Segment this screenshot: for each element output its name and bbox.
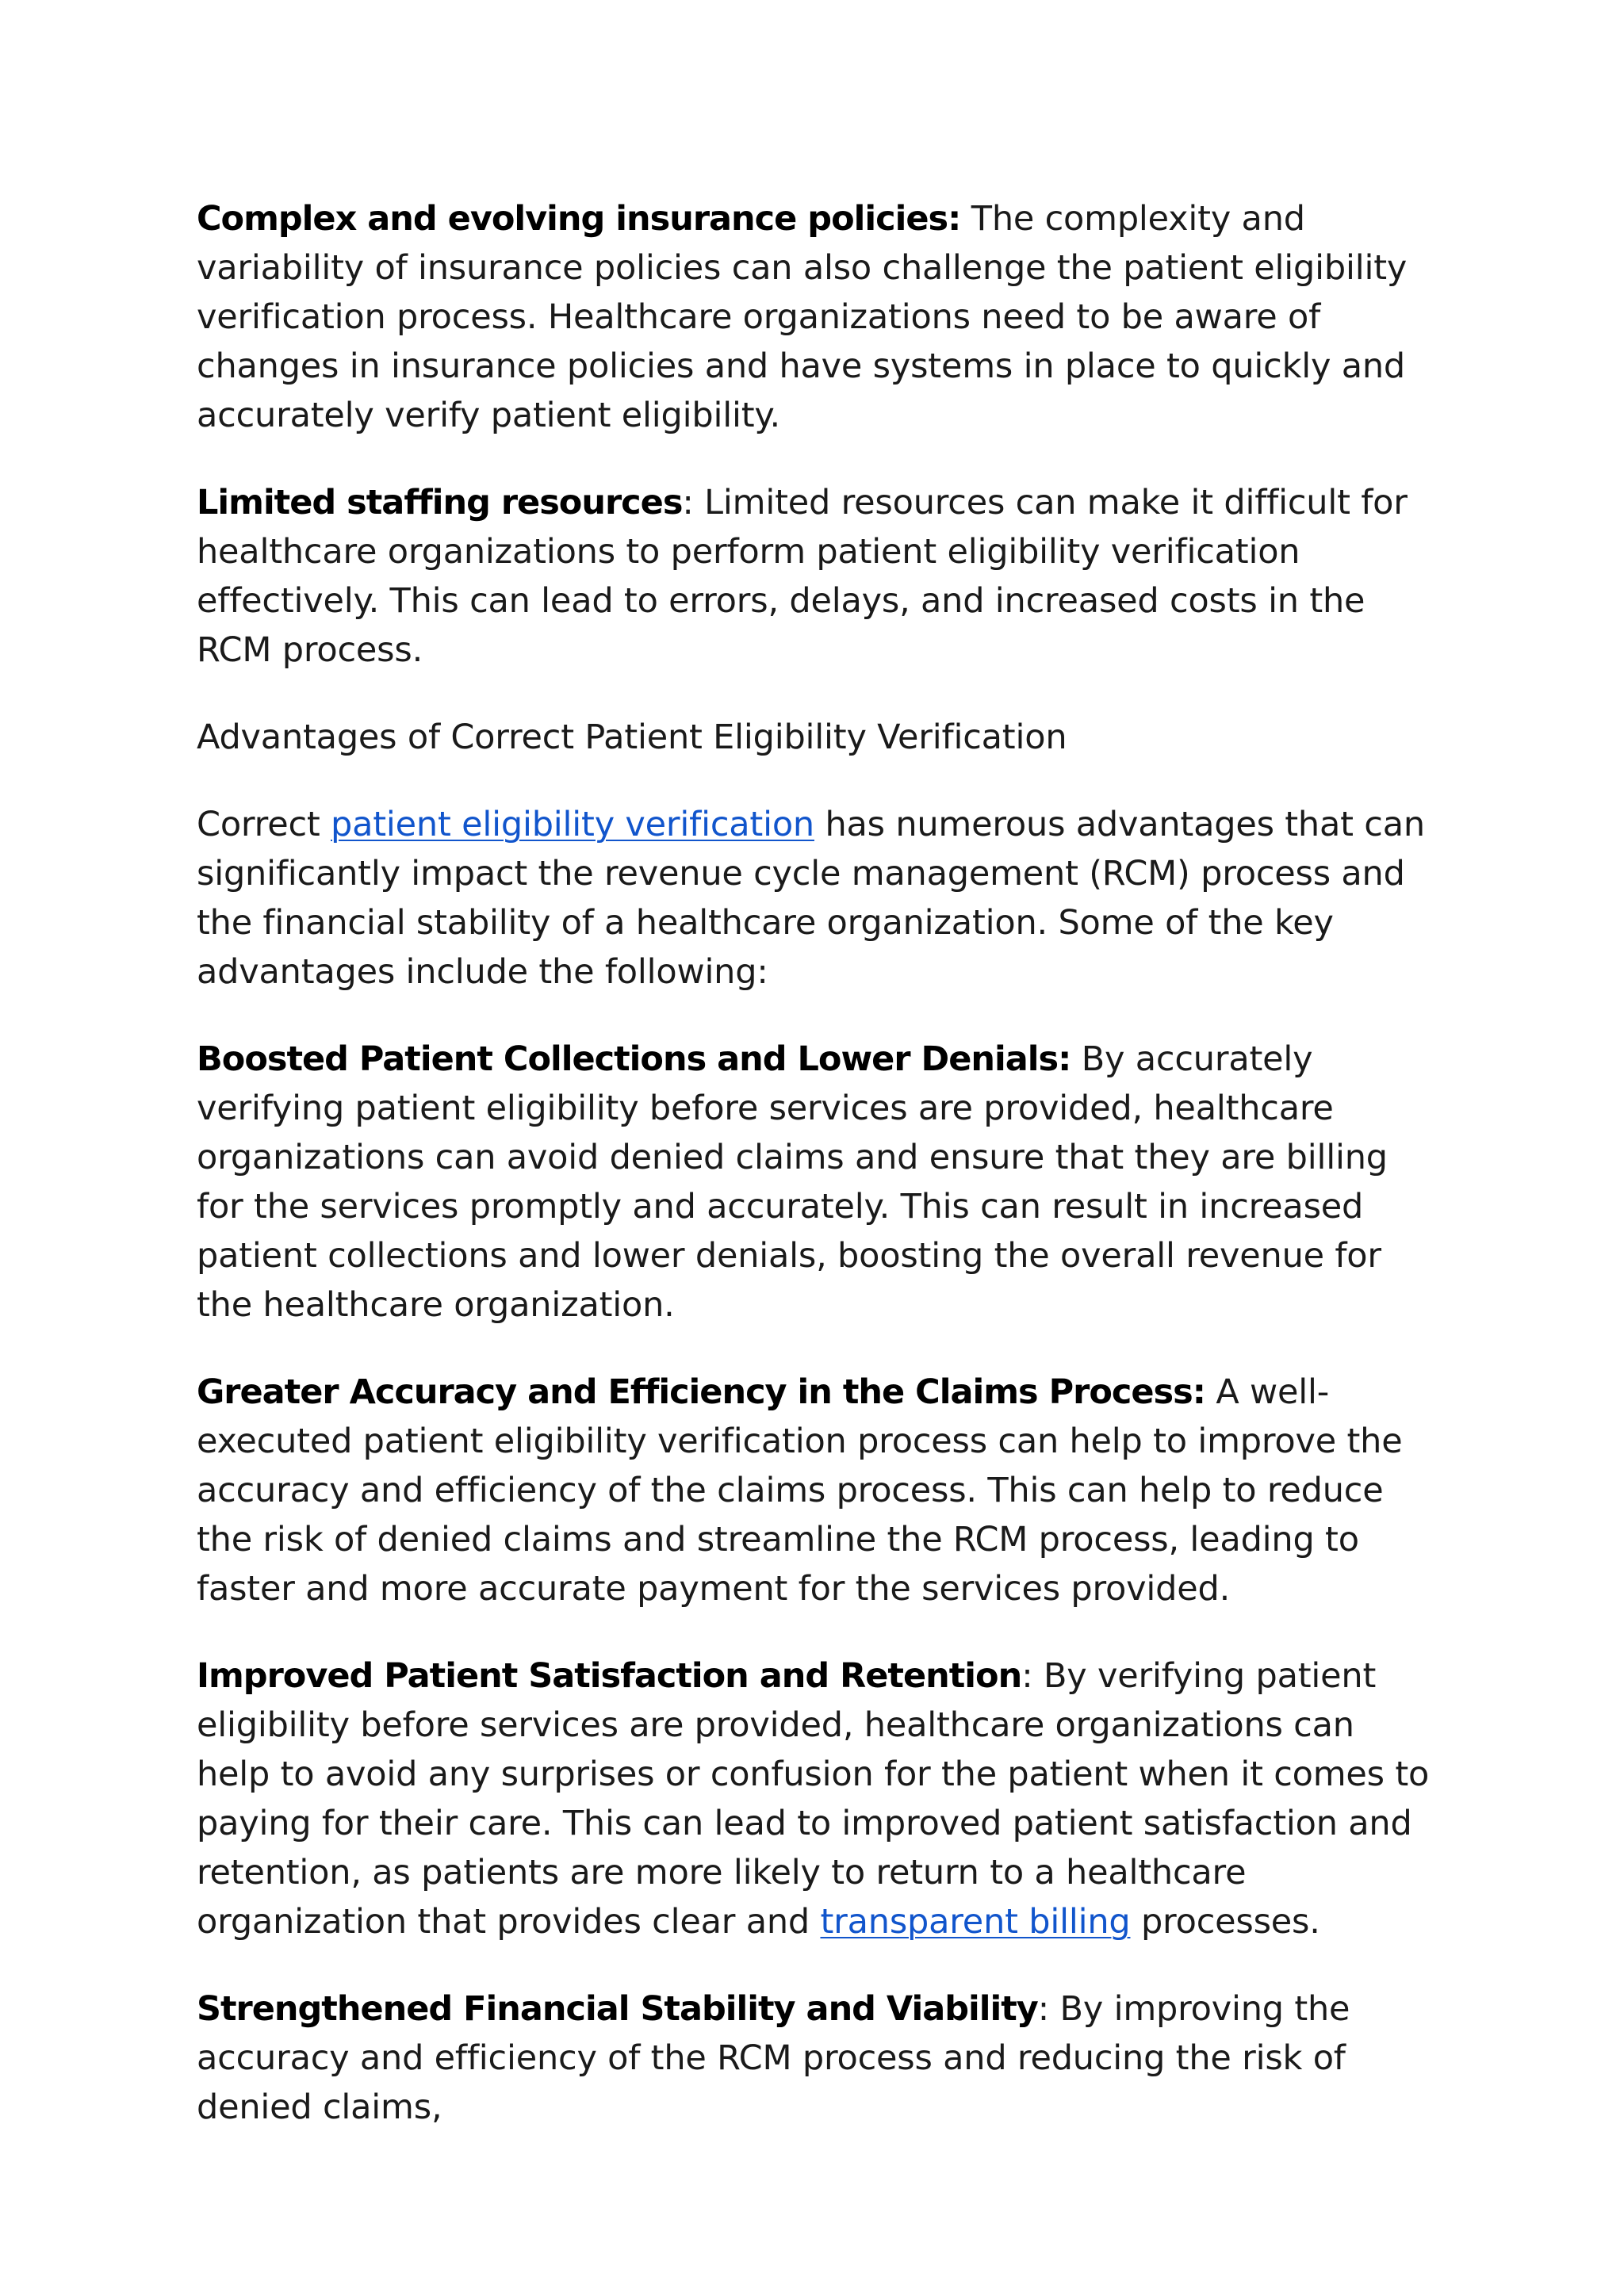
paragraph-text: has numerous advantages that can significantly impact the revenue cycle management (RCM) process and the financial stability of a healthcare organization. Some of the key advantages include the following: (197, 805, 1425, 992)
paragraph-text: The complexity and variability of insurance policies can also challenge the patient eligibility verification process. Healthcare organizations need to be aware of changes in insurance policies and have systems in place to quickly and accurately verify patient eligibility. (197, 199, 1408, 435)
patient-eligibility-verification-link[interactable]: patient eligibility verification (331, 805, 814, 844)
transparent-billing-link[interactable]: transparent billing (820, 1902, 1131, 1942)
paragraph-financial-stability (197, 1984, 1434, 2132)
paragraph-text: A well-executed patient eligibility verification process can help to improve the accuracy and efficiency of the claims process. This can help to reduce the risk of denied claims and streamline the RCM process, leading to faster and more accurate payment for the services provided. (197, 1372, 1403, 1609)
paragraph-complex-insurance-policies (197, 194, 1434, 440)
paragraph-text: processes. (1130, 1902, 1320, 1942)
paragraph-boosted-collections (197, 1035, 1434, 1330)
paragraph-text: Correct (197, 805, 331, 844)
paragraph-text: : Limited resources can make it difficult for healthcare organizations to perform patient eligibility verification effectively. This can lead to errors, delays, and increased costs in the RCM process. (197, 483, 1408, 670)
paragraph-label: Complex and evolving insurance policies: (197, 199, 961, 239)
paragraph-label: Greater Accuracy and Efficiency in the Claims Process: (197, 1372, 1205, 1412)
section-heading: Advantages of Correct Patient Eligibility Verification (197, 718, 1067, 757)
paragraph-text: By accurately verifying patient eligibility before services are provided, healthcare organizations can avoid denied claims and ensure that they are billing for the services promptly and accurately. This can result in increased patient collections and lower denials, boosting the overall revenue for the healthcare organization. (197, 1039, 1388, 1325)
paragraph-label: Improved Patient Satisfaction and Retention (197, 1656, 1022, 1696)
paragraph-label: Limited staffing resources (197, 483, 683, 522)
paragraph-label: Boosted Patient Collections and Lower Denials: (197, 1039, 1071, 1079)
paragraph-limited-staffing (197, 478, 1434, 675)
paragraph-patient-satisfaction (197, 1651, 1434, 1946)
paragraph-text: : By verifying patient eligibility before services are provided, healthcare organizations can help to avoid any surprises or confusion for the patient when it comes to paying for their care. This can lead to improved patient satisfaction and retention, as patients are more likely to return to a healthcare organization that provides clear and (197, 1656, 1430, 1942)
paragraph-intro (197, 800, 1434, 997)
paragraph-text: : By improving the accuracy and efficiency of the RCM process and reducing the risk of denied claims, (197, 1989, 1350, 2127)
document-body (197, 194, 1434, 2170)
paragraph-label: Strengthened Financial Stability and Viability (197, 1989, 1038, 2029)
paragraph-greater-accuracy (197, 1368, 1434, 1613)
